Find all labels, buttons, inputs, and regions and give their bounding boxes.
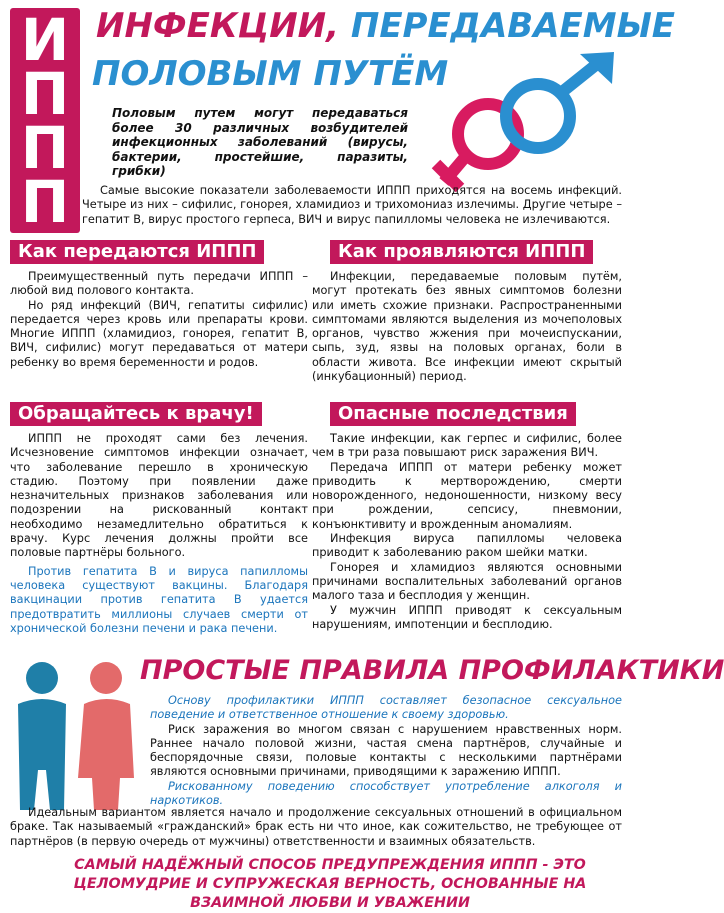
paragraph: Такие инфекции, как герпес и сифилис, более чем в три раза повышают риск заражения ВИЧ. — [312, 432, 622, 460]
paragraph: Инфекции, передаваемые половым путём, могут протекать без явных симптомов болезни или иметь схожие признаки. Распространенными симптомами являются выделения из мочеполовых органов, чувство жжения при мочеиспускании, сыпь, зуд, язвы на половых органах, боли в области живота. Все инфекции имеют скрытый (инкубационный) период. — [312, 270, 622, 384]
paragraph: Преимущественный путь передачи ИППП – любой вид полового контакта. — [10, 270, 308, 298]
side-letter: П — [20, 114, 70, 182]
intro-text — [82, 184, 622, 227]
section-doctor — [10, 432, 308, 636]
paragraph: ИППП не проходят сами без лечения. Исчезновение симптомов инфекции означает, что заболевание перешло в хроническую стадию. Поэтому при появлении даже незначительных признаков заболевания или подозрении на рискованный контакт необходимо незамедлительно обратиться к врачу. Курс лечения должны пройти все половые партнёры больного. — [10, 432, 308, 560]
paragraph: Инфекция вируса папилломы человека приводит к заболеванию раком шейки матки. — [312, 532, 622, 560]
paragraph: У мужчин ИППП приводят к сексуальным нарушениям, импотенции и бесплодию. — [312, 603, 622, 631]
section-header-symptoms: Как проявляются ИППП — [330, 240, 593, 264]
section-consequences — [312, 432, 622, 632]
rules-header: ПРОСТЫЕ ПРАВИЛА ПРОФИЛАКТИКИ — [140, 655, 724, 686]
section-header-transmission: Как передаются ИППП — [10, 240, 264, 264]
couple-icon — [10, 660, 142, 818]
paragraph: Риск заражения во многом связан с нарушением нравственных норм. Раннее начало половой жизни, частая смена партнёров, случайные и беспорядочные связи, половые контакты с несколькими партнёрами являются основными причинами, приводящими к заражению ИППП. — [150, 722, 622, 779]
intro-bold: Половым путем могут передаваться более 30 различных возбудителей инфекционных заболеваний (вирусы, бактерии, простейшие, паразиты, грибки) — [112, 106, 408, 178]
side-letter: П — [20, 168, 70, 236]
rules-top — [150, 694, 622, 808]
rules-bottom — [10, 806, 622, 849]
section-header-doctor: Обращайтесь к врачу! — [10, 402, 262, 426]
section-symptoms — [312, 270, 622, 384]
paragraph: Рискованному поведению способствует употребление алкоголя и наркотиков. — [150, 779, 622, 808]
side-letter: П — [20, 60, 70, 128]
vaccine-note: Против гепатита В и вируса папилломы человека существуют вакцины. Благодаря вакцинации против гепатита В удается предотвратить миллионы случаев смерти от хронической болезни печени и рака печени. — [10, 564, 308, 635]
paragraph: Основу профилактики ИППП составляет безопасное сексуальное поведение и ответственное отношение к своему здоровью. — [150, 694, 622, 722]
paragraph: Идеальным вариантом является начало и продолжение сексуальных отношений в официальном браке. Так называемый «гражданский» брак есть ни что иное, как сожительство, не требующее от партнёров (в первую очередь от мужчины) ответственности и взаимных обязательств. — [10, 806, 622, 848]
page-title — [96, 6, 675, 46]
paragraph: Гонорея и хламидиоз являются основными причинами воспалительных заболеваний органов малого таза и бесплодия у женщин. — [312, 560, 622, 603]
title-part1: ИНФЕКЦИИ, — [96, 6, 351, 46]
final-slogan: САМЫЙ НАДЁЖНЫЙ СПОСОБ ПРЕДУПРЕЖДЕНИЯ ИППП - ЭТО ЦЕЛОМУДРИЕ И СУПРУЖЕСКАЯ ВЕРНОСТЬ, ОСНОВАННЫЕ НА ВЗАИМНОЙ ЛЮБВИ И УВАЖЕНИИ — [73, 857, 587, 911]
paragraph: Но ряд инфекций (ВИЧ, гепатиты сифилис) передается через кровь или препараты крови. Многие ИППП (хламидиоз, гонорея, гепатит В, ВИЧ, сифилис) могут передаваться от матери ребенку во время беременности и родов. — [10, 298, 308, 369]
title-part2: ПЕРЕДАВАЕМЫЕ — [350, 6, 676, 46]
intro-paragraph: Самые высокие показатели заболеваемости ИППП приходятся на восемь инфекций. Четыре из них – сифилис, гонорея, хламидиоз и трихомониаз излечимы. Другие четыре – гепатит В, вирус простого герпеса, ВИЧ и вирус папилломы человека не излечиваются. — [82, 184, 622, 226]
section-transmission — [10, 270, 308, 370]
section-header-consequences: Опасные последствия — [330, 402, 576, 426]
page-subtitle: ПОЛОВЫМ ПУТЁМ — [92, 54, 449, 94]
paragraph: Передача ИППП от матери ребенку может приводить к мертворождению, смерти новорожденного, недоношенности, низкому весу при рождении, сепсису, пневмонии, конъюнктивиту и врожденным аномалиям. — [312, 460, 622, 531]
side-letter: И — [20, 6, 70, 74]
